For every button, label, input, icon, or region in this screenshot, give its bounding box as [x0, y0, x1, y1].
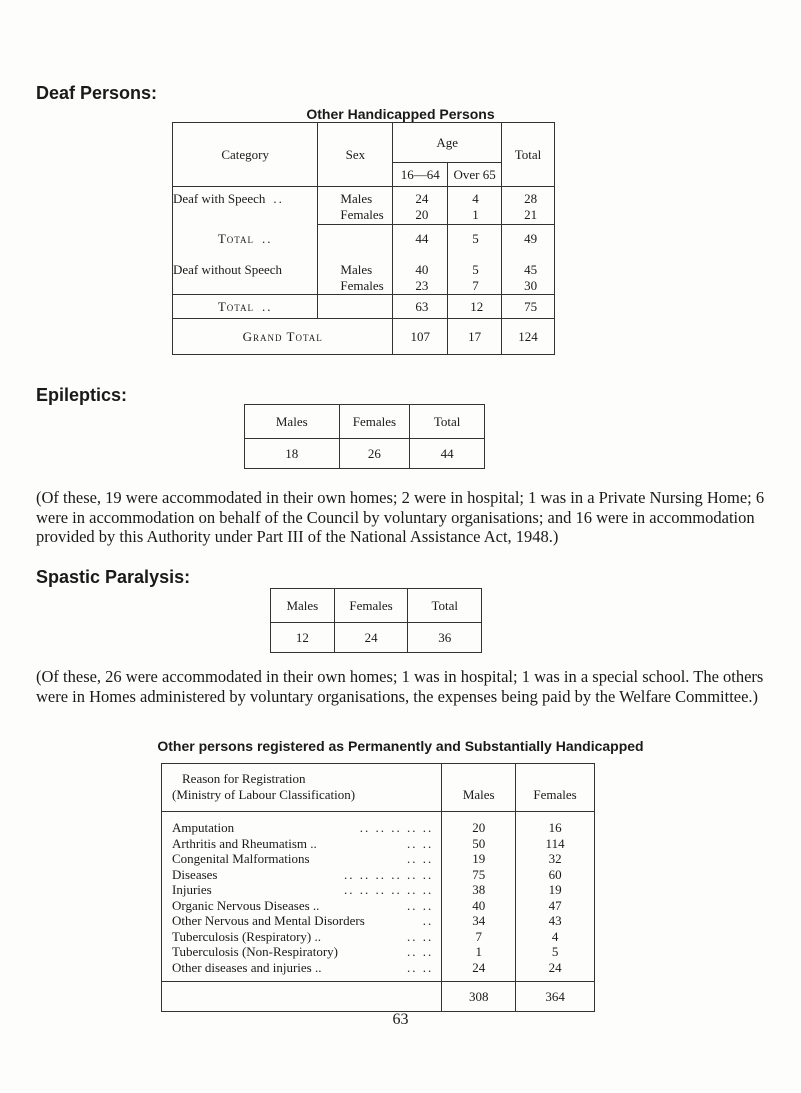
females-value: 60: [548, 866, 562, 882]
other-handicapped-subheading: Other Handicapped Persons: [306, 106, 495, 122]
table-row: [173, 295, 555, 319]
cell-value: 4: [472, 191, 479, 206]
reason-label: Other Nervous and Mental Disorders: [172, 913, 365, 928]
totals-row: [162, 982, 595, 1012]
reason-label: Injuries: [172, 882, 212, 897]
females-value: 19: [548, 882, 562, 897]
cell-value: 20: [415, 207, 429, 222]
header-sex: Sex: [318, 123, 393, 187]
empty-cell: [318, 295, 393, 319]
leader-dots: .. ..: [407, 835, 434, 851]
row-age-16-64: [393, 225, 448, 295]
males-value: 40: [472, 897, 486, 913]
subtotal-value: 75: [502, 295, 555, 319]
females-value: 43: [548, 913, 562, 928]
epileptics-heading: Epileptics:: [36, 385, 128, 405]
header-total: Total: [410, 405, 485, 439]
reasons-body: [162, 812, 595, 982]
males-column: [442, 812, 516, 982]
cell-value: 24: [415, 191, 429, 206]
reason-label: Tuberculosis (Non-Respiratory): [172, 944, 338, 959]
females-total: 364: [516, 982, 595, 1012]
females-value: 5: [551, 944, 559, 959]
cell-value: 21: [524, 207, 538, 222]
spastic-note: (Of these, 26 were accommodated in their own homes; 1 was in hospital; 1 was in a special school. The others were in Homes administered by voluntary organisations, the expenses being paid by the Welfare Committee.): [36, 667, 764, 706]
row-age-16-64: [393, 187, 448, 225]
reason-row: [172, 898, 433, 914]
females-value: 24: [334, 623, 408, 653]
leader-dots: .. ..: [407, 897, 434, 913]
header-reason-line1: Reason for Registration: [182, 771, 306, 786]
leader-dots: ..: [262, 298, 273, 314]
row-sex: [318, 187, 393, 225]
cell-value: 23: [415, 278, 429, 293]
reason-row: [172, 944, 433, 960]
row-sex: [318, 225, 393, 295]
header-reason-line2: (Ministry of Labour Classification): [172, 787, 356, 802]
males-value: 19: [472, 851, 486, 866]
cell-value: 7: [472, 278, 479, 293]
subtotal-label-wrap: [173, 231, 317, 262]
subtotal-label: Total: [217, 230, 255, 246]
reason-label: Organic Nervous Diseases ..: [172, 897, 320, 913]
cell-value: 30: [524, 278, 538, 293]
subtotal-value: 63: [393, 295, 448, 319]
leader-dots: ..: [422, 913, 434, 928]
cell-value: 5: [472, 262, 479, 277]
males-value: 7: [475, 928, 482, 944]
females-column: [516, 812, 595, 982]
total-value: 44: [410, 439, 485, 469]
reason-row: [172, 851, 433, 867]
reason-row: [172, 820, 433, 836]
table-row: [173, 225, 555, 295]
cell-value: 28: [524, 191, 538, 206]
header-age-over-65: Over 65: [448, 163, 502, 187]
leader-dots: ..: [273, 191, 284, 206]
row-category: [173, 187, 318, 225]
females-value: 4: [551, 928, 559, 944]
row-over-65: [448, 225, 502, 295]
reason-row: [172, 929, 433, 945]
reason-label: Amputation: [172, 820, 235, 835]
subtotal-value: 5: [472, 231, 479, 246]
cell-value: 1: [472, 207, 479, 222]
males-value: 1: [475, 944, 482, 959]
reason-row: [172, 913, 433, 929]
header-males: Males: [442, 764, 516, 812]
reason-row: [172, 836, 433, 852]
males-total: 308: [442, 982, 516, 1012]
reasons-column: [162, 812, 442, 982]
males-value: 20: [472, 820, 486, 835]
epileptics-table: [244, 404, 485, 469]
sex-label: Females: [340, 207, 384, 222]
grand-total-value: 107: [393, 319, 448, 355]
spastic-paralysis-heading: Spastic Paralysis:: [36, 567, 191, 587]
grand-total-label: Grand Total: [173, 319, 393, 355]
row-total: [502, 187, 555, 225]
spastic-table: [270, 588, 482, 653]
grand-total-value: 17: [448, 319, 502, 355]
leader-dots: ..: [262, 230, 273, 246]
subtotal-value: 44: [415, 231, 429, 246]
grand-total-row: [173, 319, 555, 355]
deaf-persons-table: [172, 122, 555, 355]
females-value: 114: [545, 835, 565, 851]
reason-row: [172, 960, 433, 976]
leader-dots: .. ..: [407, 928, 434, 944]
leader-dots: .. .. .. .. .. ..: [344, 882, 434, 897]
reason-label: Congenital Malformations: [172, 851, 310, 866]
reason-label: Arthritis and Rheumatism ..: [172, 835, 317, 851]
header-males: Males: [245, 405, 340, 439]
cell-value: 40: [415, 262, 429, 277]
header-total: Total: [408, 589, 482, 623]
epileptics-note: (Of these, 19 were accommodated in their own homes; 2 were in hospital; 1 was in a Private Nursing Home; 6 were in accommodation on behalf of the Council by voluntary organisations; and 16 were in accommodation provided by this Authority under Part III of the National Assistance Act, 1948.): [36, 488, 765, 546]
subtotal-and-category: [173, 225, 318, 295]
males-value: 75: [472, 866, 486, 882]
leader-dots: .. ..: [407, 851, 434, 866]
header-category: Category: [173, 123, 318, 187]
subtotal-value: 49: [524, 231, 538, 246]
deaf-persons-heading: Deaf Persons:: [36, 83, 158, 103]
header-age: Age: [393, 123, 502, 163]
cell-value: 45: [524, 262, 538, 277]
subtotal-value: 12: [448, 295, 502, 319]
row-over-65: [448, 187, 502, 225]
leader-dots: .. ..: [407, 944, 434, 959]
females-value: 26: [339, 439, 410, 469]
reason-row: [172, 882, 433, 898]
males-value: 18: [245, 439, 340, 469]
sex-label: Females: [340, 278, 384, 293]
category-label: Deaf with Speech: [173, 191, 266, 206]
males-value: 12: [271, 623, 335, 653]
header-age-16-64: 16—64: [393, 163, 448, 187]
females-value: 24: [548, 959, 562, 975]
row-total: [502, 225, 555, 295]
males-value: 24: [472, 959, 486, 975]
table-row: [271, 623, 482, 653]
reason-row: [172, 867, 433, 883]
grand-total-value: 124: [502, 319, 555, 355]
category-label: Deaf without Speech: [173, 261, 283, 277]
reason-label: Other diseases and injuries ..: [172, 959, 322, 975]
leader-dots: .. .. .. .. .. ..: [344, 866, 434, 882]
sex-label: Males: [340, 262, 373, 277]
permanent-handicapped-heading: Other persons registered as Permanently and Substantially Handicapped: [157, 738, 644, 754]
header-females: Females: [339, 405, 410, 439]
leader-dots: .. .. .. .. ..: [359, 820, 434, 835]
table-row: [245, 439, 485, 469]
header-males: Males: [271, 589, 335, 623]
sex-label: Males: [340, 191, 373, 206]
page-number: 63: [392, 1011, 409, 1028]
reason-label: Diseases: [172, 866, 218, 882]
header-females: Females: [334, 589, 408, 623]
header-total: Total: [502, 123, 555, 187]
females-value: 32: [548, 851, 562, 866]
subtotal-cell: [173, 295, 318, 319]
header-females: Females: [516, 764, 595, 812]
males-value: 50: [472, 835, 486, 851]
empty-cell: [162, 982, 442, 1012]
header-reason: [162, 764, 442, 812]
females-value: 47: [548, 897, 562, 913]
leader-dots: .. ..: [407, 959, 434, 975]
reason-label: Tuberculosis (Respiratory) ..: [172, 928, 322, 944]
males-value: 34: [472, 913, 486, 928]
females-value: 16: [548, 820, 562, 835]
males-value: 38: [472, 882, 486, 897]
table-row: [173, 187, 555, 225]
total-value: 36: [408, 623, 482, 653]
subtotal-label: Total: [217, 298, 255, 314]
registration-reasons-table: [161, 763, 595, 1012]
